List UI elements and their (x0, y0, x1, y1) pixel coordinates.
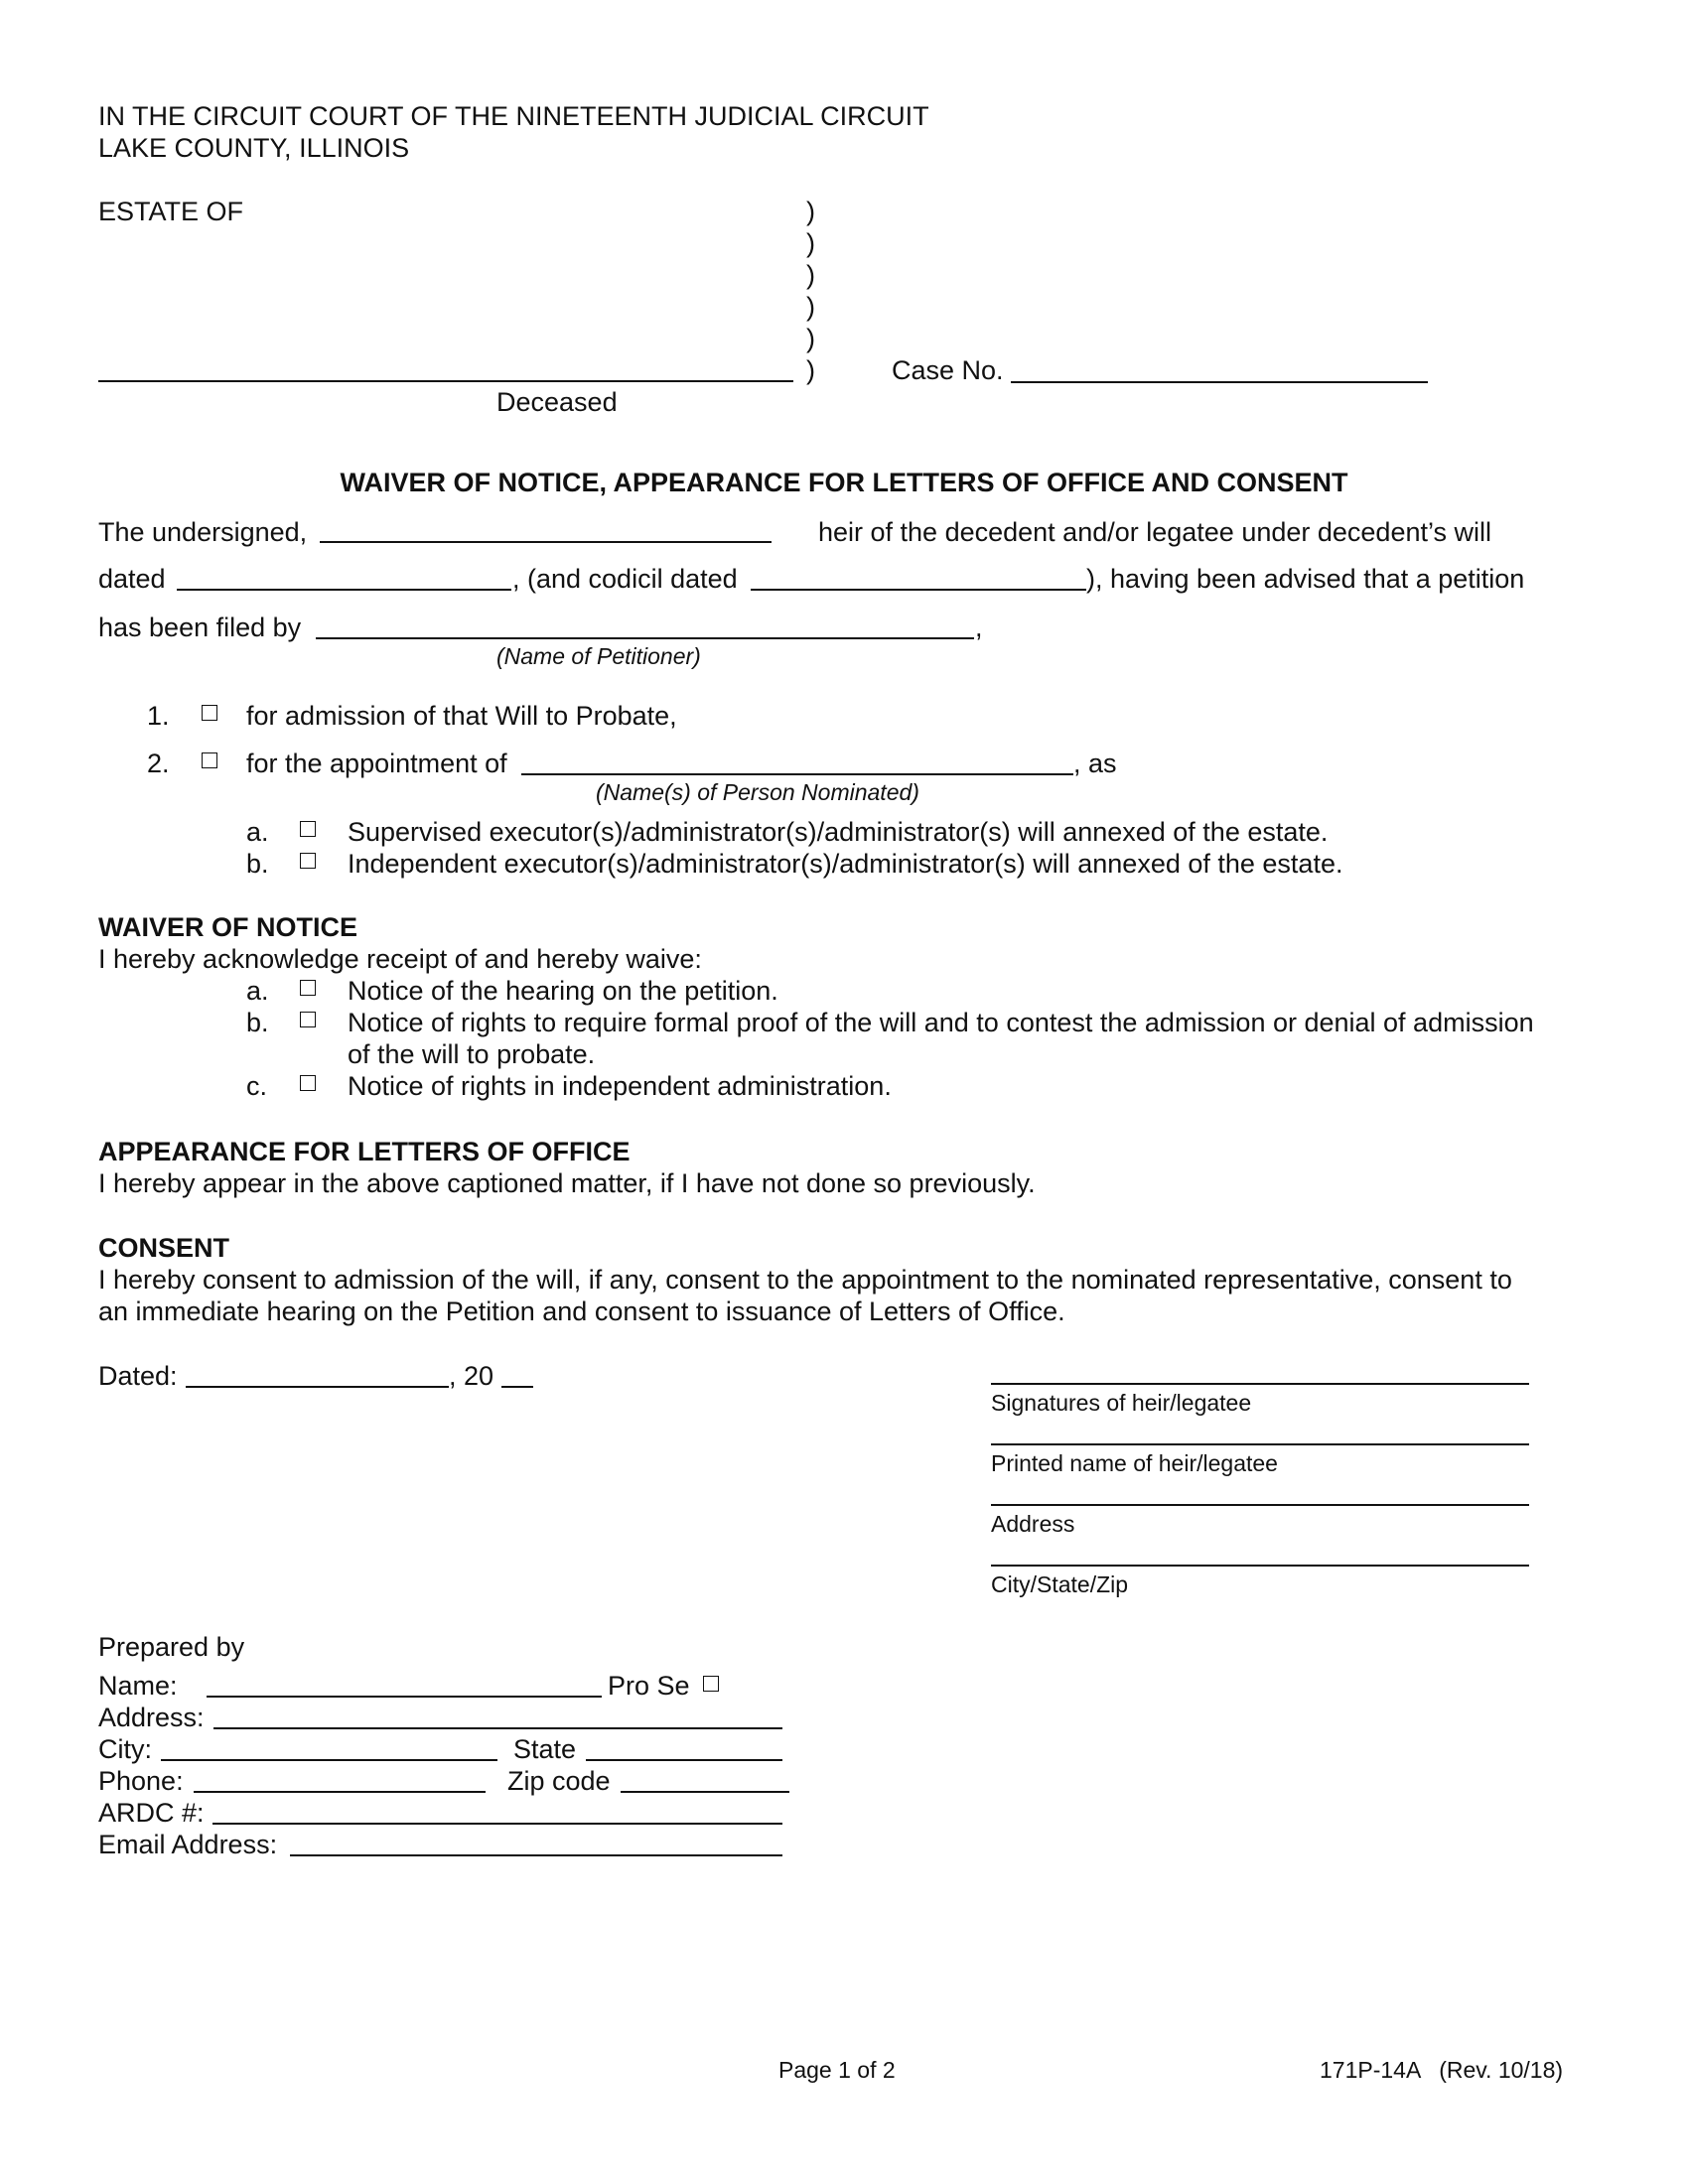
nominee-name-field[interactable] (521, 773, 1073, 775)
dated-year-prefix: , 20 (449, 1361, 494, 1391)
printed-name-label: Printed name of heir/legatee (991, 1450, 1278, 1476)
pro-se-label: Pro Se (608, 1671, 690, 1701)
will-date-field[interactable] (177, 589, 511, 591)
case-no-label: Case No. (892, 355, 1004, 385)
preparer-state-field[interactable] (586, 1759, 782, 1761)
codicil-close-text: ), having been advised that a petition (1086, 564, 1525, 594)
independent-checkbox[interactable] (300, 853, 316, 869)
waiver-c-text: Notice of rights in independent administration. (348, 1071, 892, 1101)
item-2-checkbox[interactable] (202, 752, 217, 768)
waiver-b-text-cont: of the will to probate. (348, 1039, 596, 1069)
supervised-checkbox[interactable] (300, 821, 316, 837)
consent-text-cont: an immediate hearing on the Petition and consent to issuance of Letters of Office. (98, 1297, 1065, 1326)
county-line: LAKE COUNTY, ILLINOIS (98, 133, 410, 163)
preparer-zip-label: Zip code (507, 1766, 611, 1796)
page-number: Page 1 of 2 (778, 2057, 896, 2083)
heir-text: heir of the decedent and/or legatee under decedent’s will (818, 517, 1491, 547)
caption-paren: ) (806, 355, 815, 385)
filed-by-comma: , (975, 613, 983, 642)
item-1-number: 1. (147, 701, 170, 731)
preparer-email-label: Email Address: (98, 1830, 278, 1859)
sub-a-letter: a. (246, 817, 269, 847)
preparer-ardc-field[interactable] (212, 1823, 782, 1825)
independent-text: Independent executor(s)/administrator(s)/administrator(s) will annexed of the estate. (348, 849, 1343, 879)
caption-paren: ) (806, 197, 815, 226)
preparer-city-field[interactable] (161, 1759, 497, 1761)
filed-by-label: has been filed by (98, 613, 302, 642)
preparer-ardc-label: ARDC #: (98, 1798, 205, 1828)
item-1-text: for admission of that Will to Probate, (246, 701, 677, 731)
waiver-a-checkbox[interactable] (300, 980, 316, 996)
item-2-text: for the appointment of (246, 749, 507, 778)
item-1-checkbox[interactable] (202, 705, 217, 721)
waiver-b-checkbox[interactable] (300, 1012, 316, 1027)
city-state-zip-field[interactable] (991, 1565, 1529, 1567)
case-no-field[interactable] (1011, 381, 1428, 383)
heir-name-field[interactable] (320, 541, 772, 543)
address-label: Address (991, 1511, 1075, 1537)
undersigned-label: The undersigned, (98, 517, 308, 547)
dated-field[interactable] (186, 1386, 449, 1388)
dated-year-field[interactable] (501, 1386, 533, 1388)
appearance-text: I hereby appear in the above captioned matter, if I have not done so previously. (98, 1168, 1036, 1198)
prepared-by-heading: Prepared by (98, 1632, 245, 1662)
caption-paren: ) (806, 292, 815, 322)
codicil-open-text: , (and codicil dated (512, 564, 738, 594)
item-2-number: 2. (147, 749, 170, 778)
signature-field[interactable] (991, 1383, 1529, 1385)
caption-paren: ) (806, 260, 815, 290)
dated-signature-label: Dated: (98, 1361, 178, 1391)
decedent-name-field[interactable] (98, 380, 793, 382)
preparer-address-field[interactable] (213, 1727, 782, 1729)
waiver-heading: WAIVER OF NOTICE (98, 912, 358, 942)
item-2-as: , as (1073, 749, 1117, 778)
consent-text: I hereby consent to admission of the will, if any, consent to the appointment to the nominated representative, consent to (98, 1265, 1512, 1295)
preparer-email-field[interactable] (290, 1854, 782, 1856)
waiver-c-letter: c. (246, 1071, 268, 1101)
preparer-zip-field[interactable] (621, 1791, 789, 1793)
estate-of-label: ESTATE OF (98, 197, 244, 226)
nominee-caption: (Name(s) of Person Nominated) (596, 779, 919, 805)
preparer-phone-label: Phone: (98, 1766, 184, 1796)
consent-heading: CONSENT (98, 1233, 230, 1263)
waiver-a-text: Notice of the hearing on the petition. (348, 976, 778, 1006)
form-id: 171P-14A (Rev. 10/18) (1320, 2057, 1564, 2083)
signature-label: Signatures of heir/legatee (991, 1390, 1252, 1416)
preparer-city-label: City: (98, 1734, 152, 1764)
court-name-line: IN THE CIRCUIT COURT OF THE NINETEENTH JUDICIAL CIRCUIT (98, 101, 929, 131)
waiver-b-letter: b. (246, 1008, 269, 1037)
preparer-address-label: Address: (98, 1703, 205, 1732)
deceased-label: Deceased (496, 387, 618, 417)
city-state-zip-label: City/State/Zip (991, 1571, 1129, 1597)
waiver-b-text: Notice of rights to require formal proof of the will and to contest the admission or denial of admission (348, 1008, 1534, 1037)
petitioner-name-field[interactable] (316, 637, 974, 639)
sub-b-letter: b. (246, 849, 269, 879)
dated-label: dated (98, 564, 166, 594)
preparer-phone-field[interactable] (194, 1791, 486, 1793)
codicil-date-field[interactable] (751, 589, 1086, 591)
waiver-lead: I hereby acknowledge receipt of and hereby waive: (98, 944, 702, 974)
waiver-c-checkbox[interactable] (300, 1075, 316, 1091)
printed-name-field[interactable] (991, 1443, 1529, 1445)
caption-paren: ) (806, 324, 815, 353)
form-title: WAIVER OF NOTICE, APPEARANCE FOR LETTERS OF OFFICE AND CONSENT (340, 468, 1348, 497)
petitioner-caption: (Name of Petitioner) (496, 643, 701, 669)
address-field[interactable] (991, 1504, 1529, 1506)
preparer-name-label: Name: (98, 1671, 178, 1701)
preparer-name-field[interactable] (207, 1696, 602, 1698)
pro-se-checkbox[interactable] (703, 1676, 719, 1692)
waiver-a-letter: a. (246, 976, 269, 1006)
caption-paren: ) (806, 228, 815, 258)
supervised-text: Supervised executor(s)/administrator(s)/administrator(s) will annexed of the estate. (348, 817, 1329, 847)
appearance-heading: APPEARANCE FOR LETTERS OF OFFICE (98, 1137, 631, 1166)
preparer-state-label: State (513, 1734, 577, 1764)
